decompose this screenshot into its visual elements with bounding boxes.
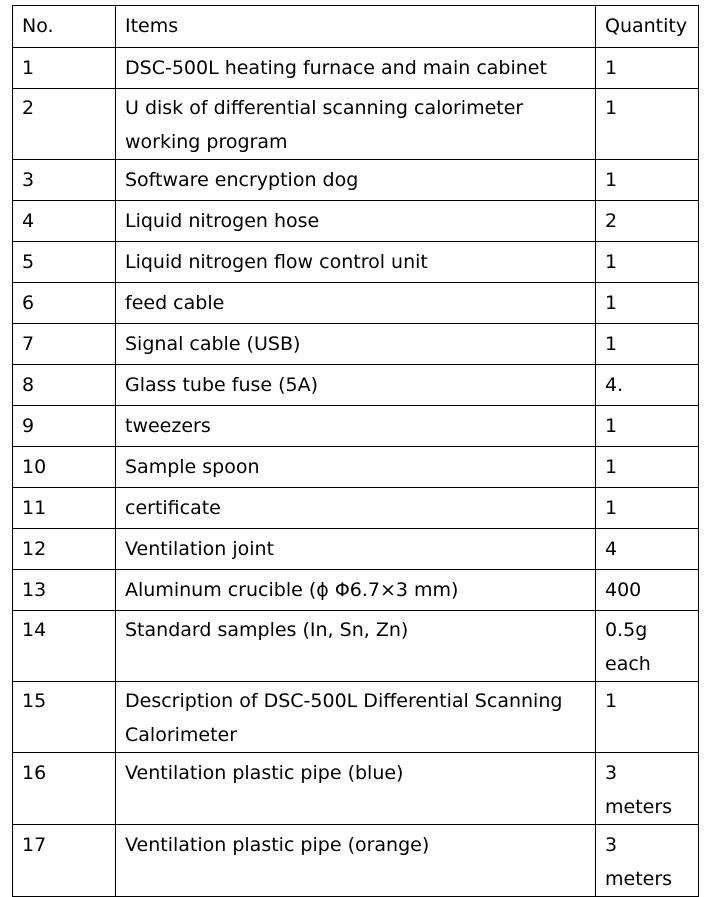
row-quantity: 400 [596,570,699,611]
table-row [13,242,699,283]
packing-list-table [12,5,699,897]
table-row [13,283,699,324]
row-quantity: 3 meters [596,825,699,897]
row-no: 5 [13,242,116,283]
row-no: 10 [13,447,116,488]
table-row [13,570,699,611]
table-row [13,406,699,447]
table-row [13,48,699,89]
row-item: Standard samples (In, Sn, Zn) [116,611,596,682]
table-row [13,447,699,488]
row-item: Description of DSC-500L Differential Scanning Calorimeter [116,682,596,753]
table-row [13,201,699,242]
row-quantity: 4. [596,365,699,406]
row-no: 4 [13,201,116,242]
table-header-row [13,6,699,48]
row-quantity: 1 [596,242,699,283]
row-quantity: 1 [596,283,699,324]
row-quantity: 1 [596,682,699,753]
row-quantity: 1 [596,406,699,447]
row-quantity: 1 [596,488,699,529]
row-item: tweezers [116,406,596,447]
row-quantity: 3 meters [596,753,699,825]
row-quantity: 1 [596,160,699,201]
row-quantity: 0.5g each [596,611,699,682]
row-quantity: 1 [596,324,699,365]
row-item: Liquid nitrogen flow control unit [116,242,596,283]
row-no: 15 [13,682,116,753]
header-no: No. [13,6,116,48]
row-item: Software encryption dog [116,160,596,201]
row-no: 2 [13,89,116,160]
header-quantity: Quantity [596,6,699,48]
row-item: Liquid nitrogen hose [116,201,596,242]
row-no: 16 [13,753,116,825]
row-no: 1 [13,48,116,89]
row-no: 14 [13,611,116,682]
row-quantity: 1 [596,89,699,160]
row-no: 9 [13,406,116,447]
row-no: 11 [13,488,116,529]
row-quantity: 2 [596,201,699,242]
row-item: certificate [116,488,596,529]
row-no: 8 [13,365,116,406]
table-row [13,611,699,682]
table-row [13,753,699,825]
table-row [13,825,699,897]
row-item: U disk of differential scanning calorimeter working program [116,89,596,160]
row-item: Glass tube fuse (5A) [116,365,596,406]
row-item: Ventilation plastic pipe (orange) [116,825,596,897]
row-no: 13 [13,570,116,611]
row-quantity: 1 [596,447,699,488]
row-no: 3 [13,160,116,201]
row-no: 17 [13,825,116,897]
row-item: feed cable [116,283,596,324]
table-row [13,89,699,160]
header-items: Items [116,6,596,48]
row-no: 12 [13,529,116,570]
table-row [13,365,699,406]
table-row [13,160,699,201]
row-item: Ventilation joint [116,529,596,570]
row-item: Aluminum crucible (ϕ Φ6.7×3 mm) [116,570,596,611]
table-row [13,324,699,365]
row-item: Sample spoon [116,447,596,488]
row-item: Ventilation plastic pipe (blue) [116,753,596,825]
row-quantity: 1 [596,48,699,89]
row-no: 7 [13,324,116,365]
row-quantity: 4 [596,529,699,570]
row-item: DSC-500L heating furnace and main cabinet [116,48,596,89]
row-no: 6 [13,283,116,324]
table-row [13,682,699,753]
row-item: Signal cable (USB) [116,324,596,365]
table-row [13,488,699,529]
table-row [13,529,699,570]
